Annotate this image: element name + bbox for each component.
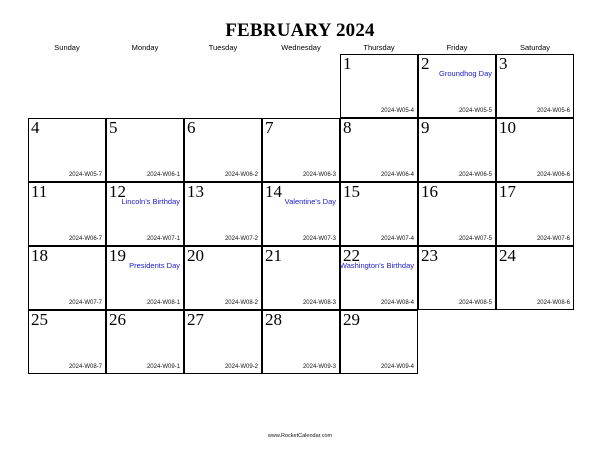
day-cell-16 [418, 182, 496, 246]
day-number: 23 [421, 246, 438, 265]
iso-week-label: 2024-W08-3 [302, 300, 336, 306]
day-number: 6 [187, 118, 196, 137]
day-number: 2 [421, 54, 430, 73]
day-cell-3 [496, 54, 574, 118]
day-cell-18 [28, 246, 106, 310]
day-cell-14 [262, 182, 340, 246]
day-cell-23 [418, 246, 496, 310]
day-number: 15 [343, 182, 360, 201]
iso-week-label: 2024-W09-1 [146, 364, 180, 370]
weekday-friday: Friday [446, 43, 468, 52]
day-number: 14 [265, 182, 282, 201]
day-number: 5 [109, 118, 118, 137]
holiday-label: Washington's Birthday [339, 261, 414, 270]
day-number: 16 [421, 182, 438, 201]
day-number: 13 [187, 182, 204, 201]
day-number: 26 [109, 310, 126, 329]
iso-week-label: 2024-W06-1 [146, 172, 180, 178]
day-cell-2 [418, 54, 496, 118]
day-cell-12 [106, 182, 184, 246]
holiday-label: Lincoln's Birthday [121, 197, 180, 206]
iso-week-label: 2024-W08-6 [536, 300, 570, 306]
day-number: 21 [265, 246, 282, 265]
iso-week-label: 2024-W06-2 [224, 172, 258, 178]
iso-week-label: 2024-W08-2 [224, 300, 258, 306]
iso-week-label: 2024-W07-5 [458, 236, 492, 242]
iso-week-label: 2024-W08-7 [68, 364, 102, 370]
iso-week-label: 2024-W06-4 [380, 172, 414, 178]
day-number: 17 [499, 182, 516, 201]
iso-week-label: 2024-W06-7 [68, 236, 102, 242]
iso-week-label: 2024-W05-4 [380, 108, 414, 114]
day-cell-24 [496, 246, 574, 310]
day-number: 19 [109, 246, 126, 265]
day-cell-11 [28, 182, 106, 246]
day-number: 12 [109, 182, 126, 201]
iso-week-label: 2024-W07-4 [380, 236, 414, 242]
day-cell-17 [496, 182, 574, 246]
iso-week-label: 2024-W05-6 [536, 108, 570, 114]
day-cell-1 [340, 54, 418, 118]
holiday-label: Presidents Day [129, 261, 180, 270]
iso-week-label: 2024-W05-5 [458, 108, 492, 114]
day-number: 25 [31, 310, 48, 329]
day-number: 11 [31, 182, 48, 201]
iso-week-label: 2024-W08-4 [380, 300, 414, 306]
day-cell-29 [340, 310, 418, 374]
iso-week-label: 2024-W07-2 [224, 236, 258, 242]
iso-week-label: 2024-W06-3 [302, 172, 336, 178]
holiday-label: Groundhog Day [439, 69, 492, 78]
day-cell-20 [184, 246, 262, 310]
day-number: 1 [343, 54, 352, 73]
day-cell-10 [496, 118, 574, 182]
day-cell-4 [28, 118, 106, 182]
weekday-saturday: Saturday [519, 43, 551, 52]
iso-week-label: 2024-W05-7 [68, 172, 102, 178]
iso-week-label: 2024-W09-2 [224, 364, 258, 370]
weekday-sunday: Sunday [54, 43, 80, 52]
weekday-thursday: Thursday [363, 43, 395, 52]
day-number: 9 [421, 118, 430, 137]
footer-website: www.RocketCalendar.com [267, 433, 333, 439]
day-number: 10 [499, 118, 516, 137]
day-number: 18 [31, 246, 48, 265]
calendar-title: FEBRUARY 2024 [225, 20, 375, 41]
day-cell-19 [106, 246, 184, 310]
day-cell-28 [262, 310, 340, 374]
day-cell-9 [418, 118, 496, 182]
day-cell-26 [106, 310, 184, 374]
day-number: 22 [343, 246, 360, 265]
day-number: 4 [31, 118, 40, 137]
iso-week-label: 2024-W07-6 [536, 236, 570, 242]
iso-week-label: 2024-W06-5 [458, 172, 492, 178]
day-number: 24 [499, 246, 516, 265]
holiday-label: Valentine's Day [284, 197, 336, 206]
day-number: 29 [343, 310, 360, 329]
iso-week-label: 2024-W07-1 [146, 236, 180, 242]
weekday-monday: Monday [131, 43, 159, 52]
weekday-tuesday: Tuesday [208, 43, 238, 52]
day-cell-25 [28, 310, 106, 374]
day-number: 28 [265, 310, 282, 329]
day-cell-5 [106, 118, 184, 182]
day-cell-8 [340, 118, 418, 182]
iso-week-label: 2024-W08-1 [146, 300, 180, 306]
day-number: 3 [499, 54, 508, 73]
iso-week-label: 2024-W07-3 [302, 236, 336, 242]
day-number: 8 [343, 118, 352, 137]
iso-week-label: 2024-W07-7 [68, 300, 102, 306]
iso-week-label: 2024-W09-4 [380, 364, 414, 370]
day-cell-21 [262, 246, 340, 310]
day-cell-22 [340, 246, 418, 310]
iso-week-label: 2024-W09-3 [302, 364, 336, 370]
day-cell-7 [262, 118, 340, 182]
day-number: 20 [187, 246, 204, 265]
weekday-wednesday: Wednesday [281, 43, 321, 52]
weekday-header-row [28, 43, 574, 52]
calendar-grid [28, 54, 574, 374]
iso-week-label: 2024-W06-6 [536, 172, 570, 178]
day-cell-6 [184, 118, 262, 182]
iso-week-label: 2024-W08-5 [458, 300, 492, 306]
day-number: 7 [265, 118, 274, 137]
day-number: 27 [187, 310, 204, 329]
day-cell-27 [184, 310, 262, 374]
day-cell-13 [184, 182, 262, 246]
day-cell-15 [340, 182, 418, 246]
